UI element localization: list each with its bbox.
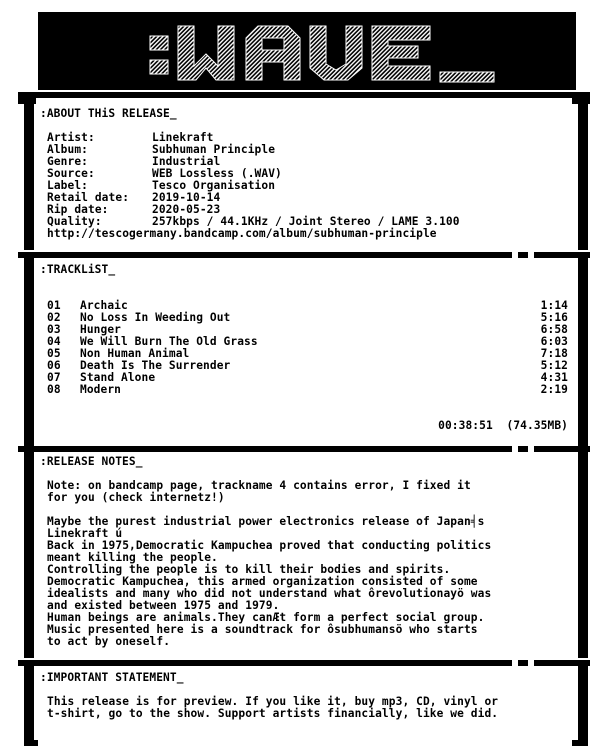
divider-3-dash	[518, 660, 528, 666]
divider-1-dash	[518, 252, 528, 258]
field-rip-date: Rip date: 2020-05-23	[47, 203, 221, 216]
track-row[interactable]: 06 Death Is The Surrender 5:12	[47, 359, 568, 372]
notes-section-title: :RELEASE NOTES_	[40, 455, 143, 468]
track-row[interactable]: 04 We Will Burn The Old Grass 6:03	[47, 335, 568, 348]
statement-section-title: :IMPORTANT STATEMENT_	[40, 671, 184, 684]
track-row[interactable]: 07 Stand Alone 4:31	[47, 371, 568, 384]
about-border-right	[578, 98, 588, 250]
tracklist-section-title: :TRACKLiST_	[40, 263, 116, 276]
track-row[interactable]: 03 Hunger 6:58	[47, 323, 568, 336]
note-line: Music presented here is a soundtrack for ôsubhumansö who starts	[47, 623, 478, 636]
notes-border-left	[24, 452, 34, 658]
statement-body	[47, 696, 498, 720]
divider-2	[18, 446, 512, 452]
header-banner	[38, 12, 576, 90]
divider-2-dash	[518, 446, 528, 452]
field-artist: Artist: Linekraft	[47, 131, 214, 144]
field-album: Album: Subhuman Principle	[47, 143, 276, 156]
release-url[interactable]: http://tescogermany.bandcamp.com/album/subhuman-principle	[47, 227, 437, 240]
tracklist-border-left	[24, 258, 34, 446]
divider-3	[18, 660, 512, 666]
tracklist-border-right	[578, 258, 588, 446]
note-line: to act by oneself.	[47, 635, 171, 648]
note-line: for you (check internetz!)	[47, 491, 225, 504]
about-border-left	[24, 98, 34, 250]
track-row[interactable]: 05 Non Human Animal 7:18	[47, 347, 568, 360]
about-fields	[47, 132, 460, 240]
statement-line: This release is for preview. If you like it, buy mp3, CD, vinyl or	[47, 695, 499, 708]
note-line: Democratic Kampuchea, this armed organization consisted of some	[47, 575, 478, 588]
bottom-tick-left	[24, 740, 38, 746]
track-list	[47, 300, 568, 396]
track-row[interactable]: 01 Archaic 1:14	[47, 299, 568, 312]
statement-border-right	[578, 666, 588, 740]
field-quality: Quality: 257kbps / 44.1KHz / Joint Stereo / LAME 3.100	[47, 215, 460, 228]
note-line: Back in 1975,Democratic Kampuchea proved that conducting politics	[47, 539, 492, 552]
statement-border-left	[24, 666, 34, 740]
divider-1	[18, 252, 512, 258]
note-line: meant killing the people.	[47, 551, 218, 564]
field-retail-date: Retail date: 2019-10-14	[47, 191, 221, 204]
notes-body	[47, 480, 491, 648]
field-genre: Genre: Industrial	[47, 155, 221, 168]
about-section-title: :ABOUT THiS RELEASE_	[40, 107, 177, 120]
field-label: Label: Tesco Organisation	[47, 179, 276, 192]
notes-border-right	[578, 452, 588, 658]
banner-rule	[18, 92, 590, 98]
note-line: Note: on bandcamp page, trackname 4 contains error, I fixed it	[47, 479, 471, 492]
total-duration-size: 00:38:51 (74.35MB)	[438, 419, 568, 432]
wave-logo	[38, 12, 576, 90]
note-line: Maybe the purest industrial power electronics release of Japan╡s	[47, 515, 485, 528]
note-line: Linekraft ú	[47, 527, 123, 540]
track-row[interactable]: 02 No Loss In Weeding Out 5:16	[47, 311, 568, 324]
note-line: and existed between 1975 and 1979.	[47, 599, 280, 612]
bottom-tick-right	[572, 740, 588, 746]
statement-line: t-shirt, go to the show. Support artists financially, like we did.	[47, 707, 499, 720]
note-line: Controlling the people is to kill their bodies and spirits.	[47, 563, 451, 576]
note-line: Human beings are animals.They canÆt form a perfect social group.	[47, 611, 485, 624]
field-source: Source: WEB Lossless (.WAV)	[47, 167, 282, 180]
note-line: idealists and many who did not understand what ôrevolutionayö was	[47, 587, 492, 600]
track-row[interactable]: 08 Modern 2:19	[47, 383, 568, 396]
